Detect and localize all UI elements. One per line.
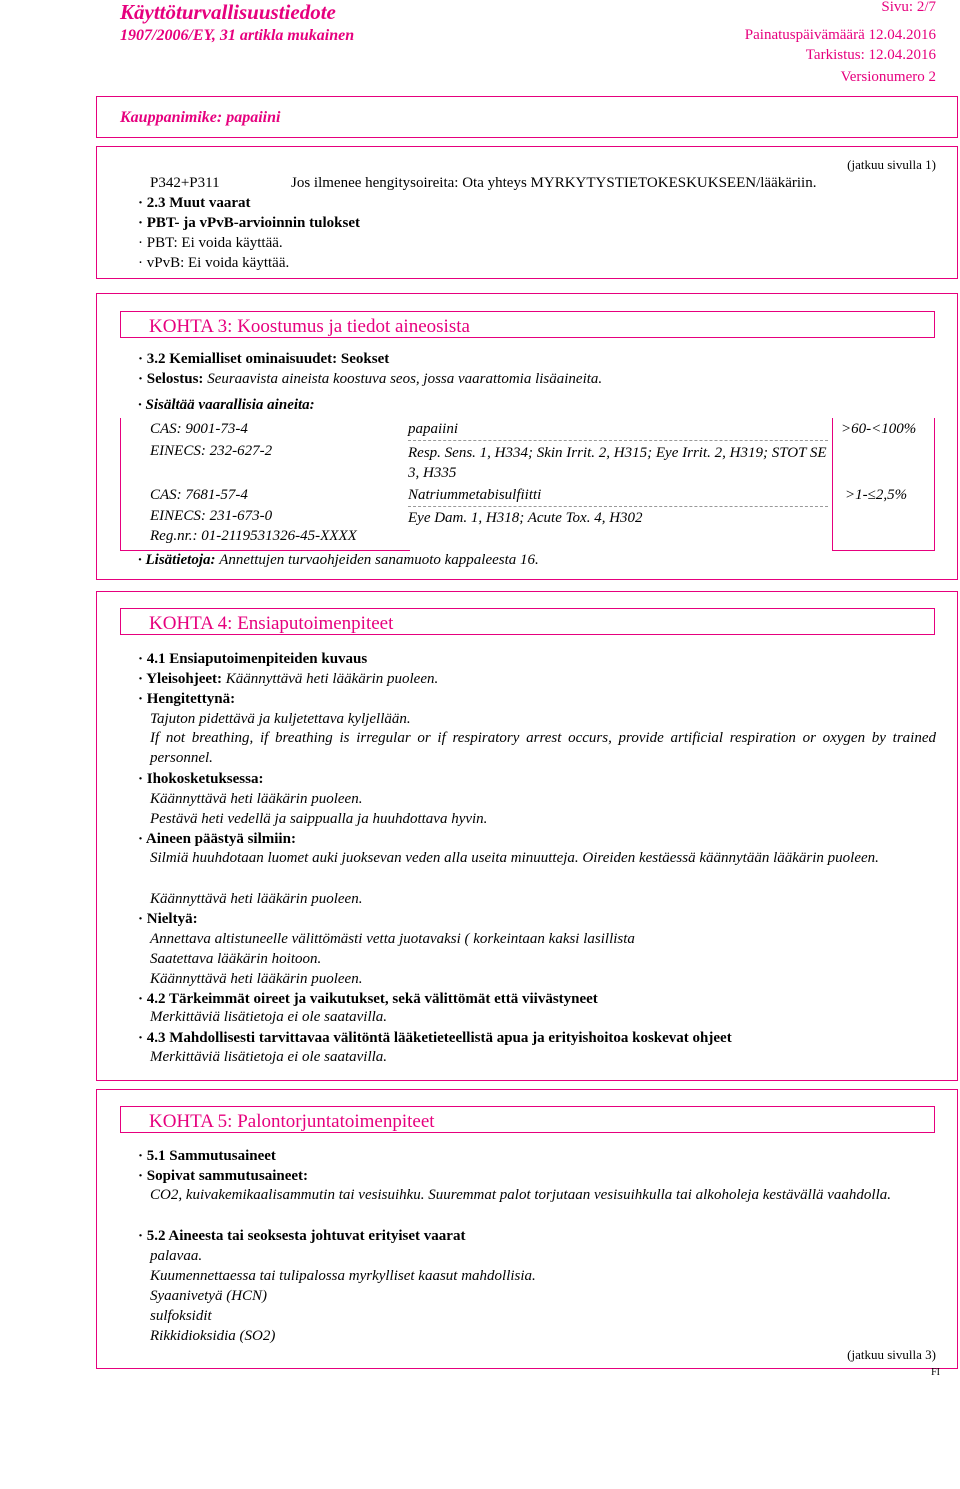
special-hazards-line-3: Syaanivetyä (HCN) [150, 1288, 268, 1304]
row2-cas: CAS: 7681-57-4 [150, 487, 248, 503]
row1-dash-line [408, 440, 828, 441]
eye-contact-text-2: Käännyttävä heti lääkärin puoleen. [150, 891, 363, 907]
version-number: Versionumero 2 [840, 69, 936, 85]
additional-info-text: Annettujen turvaohjeiden sanamuoto kappaleesta 16. [219, 552, 539, 568]
section4-heading-bar [120, 608, 935, 635]
table-bottom-border [120, 550, 410, 551]
table-right-border [934, 418, 935, 550]
extinguishing-media-heading: · 5.1 Sammutusaineet [138, 1148, 276, 1164]
special-hazards-line-2: Kuumennettaessa tai tulipalossa myrkylliset kaasut mahdollisia. [150, 1268, 536, 1284]
description-label: · Selostus: [138, 371, 204, 387]
skin-contact-text-1: Käännyttävä heti lääkärin puoleen. [150, 791, 363, 807]
skin-contact-text-2: Pestävä heti vedellä ja saippualla ja huuhdottava hyvin. [150, 811, 488, 827]
row2-hazards: Eye Dam. 1, H318; Acute Tox. 4, H302 [408, 510, 643, 526]
page-number: Sivu: 2/7 [881, 0, 936, 15]
skin-contact-heading: · Ihokosketuksessa: [138, 771, 264, 787]
row2-regnr: Reg.nr.: 01-2119531326-45-XXXX [150, 528, 357, 544]
section4-heading: KOHTA 4: Ensiaputoimenpiteet [149, 613, 394, 634]
special-hazards-line-5: Rikkidioksidia (SO2) [150, 1328, 276, 1344]
symptoms-heading: · 4.2 Tärkeimmät oireet ja vaikutukset, sekä välittömät että viivästyneet [138, 991, 598, 1007]
symptoms-text: Merkittäviä lisätietoja ei ole saatavilla. [150, 1009, 388, 1025]
general-label: · Yleisohjeet: [138, 671, 223, 687]
description-line [138, 372, 602, 387]
suitable-media-heading: · Sopivat sammutusaineet: [138, 1168, 309, 1184]
row2-concentration: >1-≤2,5% [845, 487, 908, 503]
document-title: Käyttöturvallisuustiedote [120, 0, 336, 24]
special-hazards-heading: · 5.2 Aineesta tai seoksesta johtuvat erityiset vaarat [138, 1228, 466, 1244]
ingestion-heading: · Nieltyä: [138, 911, 198, 927]
medical-attention-text: Merkittäviä lisätietoja ei ole saatavilla. [150, 1049, 388, 1065]
special-hazards-line-4: sulfoksidit [150, 1308, 212, 1324]
eye-contact-heading: · Aineen päästyä silmiin: [138, 831, 296, 847]
additional-info-line [138, 553, 539, 568]
section5-heading: KOHTA 5: Palontorjuntatoimenpiteet [149, 1111, 435, 1132]
print-date: Painatuspäivämäärä 12.04.2016 [744, 27, 936, 43]
ingestion-text-3: Käännyttävä heti lääkärin puoleen. [150, 971, 363, 987]
section5-heading-bar [120, 1106, 935, 1133]
additional-info-label: · Lisätietoja: [138, 552, 216, 568]
vpvb-line: · vPvB: Ei voida käyttää. [138, 255, 290, 271]
chemical-properties-heading: · 3.2 Kemialliset ominaisuudet: Seokset [138, 351, 390, 367]
other-hazards-heading: · 2.3 Muut vaarat [138, 195, 251, 211]
row1-substance-name: papaiini [408, 421, 459, 437]
table-right-divider [832, 418, 833, 550]
ingestion-text-1: Annettava altistuneelle välittömästi vetta juotavaksi ( korkeintaan kaksi lasillista [150, 931, 635, 947]
medical-attention-heading: · 4.3 Mahdollisesti tarvittavaa välitöntä lääketieteellistä apua ja erityishoitoa koskevat ohjeet [138, 1030, 732, 1046]
inhalation-text-2: If not breathing, if breathing is irregular or if respiratory arrest occurs, provide artificial respiration or oxygen by trained personnel. [150, 730, 936, 766]
continued-from: (jatkuu sivulla 1) [847, 157, 936, 172]
row1-hazards: Resp. Sens. 1, H334; Skin Irrit. 2, H315; Eye Irrit. 2, H319; STOT SE 3, H335 [408, 445, 827, 481]
row2-dash-line [408, 506, 828, 507]
regulation-line: 1907/2006/EY, 31 artikla mukainen [120, 27, 355, 44]
row2-einecs: EINECS: 231-673-0 [150, 508, 273, 524]
section3-heading: KOHTA 3: Koostumus ja tiedot aineosista [149, 316, 470, 337]
p342-code: P342+P311 [150, 175, 220, 191]
description-text: Seuraavista aineista koostuva seos, jossa vaarattomia lisäaineita. [207, 371, 603, 387]
continued-to: (jatkuu sivulla 3) [847, 1347, 936, 1362]
row2-substance-name: Natriummetabisulfiitti [408, 487, 542, 503]
inhalation-heading: · Hengitettynä: [138, 691, 236, 707]
row1-concentration: >60-<100% [841, 421, 917, 437]
pbt-line: · PBT: Ei voida käyttää. [138, 235, 283, 251]
trade-name: Kauppanimike: papaiini [120, 109, 281, 126]
table-right-bottom [832, 550, 935, 551]
row1-cas: CAS: 9001-73-4 [150, 421, 248, 437]
section3-heading-bar [120, 311, 935, 338]
special-hazards-line-1: palavaa. [150, 1248, 203, 1264]
pbt-results-heading: · PBT- ja vPvB-arvioinnin tulokset [138, 215, 360, 231]
inhalation-text-1: Tajuton pidettävä ja kuljetettava kyljellään. [150, 711, 411, 727]
suitable-media-text: CO2, kuivakemikaalisammutin tai vesisuihku. Suuremmat palot torjutaan vesisuihkulla tai alkoholeja kestävällä vaahdolla. [150, 1187, 892, 1203]
language-code: FI [931, 1367, 940, 1378]
row1-einecs: EINECS: 232-627-2 [150, 443, 273, 459]
p342-text: Jos ilmenee hengitysoireita: Ota yhteys MYRKYTYSTIETOKESKUKSEEN/lääkäriin. [291, 175, 817, 191]
ingestion-text-2: Saatettava lääkärin hoitoon. [150, 951, 322, 967]
table-left-border [120, 418, 121, 550]
hazardous-substances-heading: · Sisältää vaarallisia aineita: [138, 397, 315, 413]
revision-date: Tarkistus: 12.04.2016 [805, 47, 936, 63]
general-line [138, 672, 438, 687]
general-text: Käännyttävä heti lääkärin puoleen. [225, 671, 439, 687]
eye-contact-text-1: Silmiä huuhdotaan luomet auki juoksevan veden alla useita minuutteja. Oireiden kestäessä käännytään lääkärin puoleen. [150, 850, 879, 866]
first-aid-description-heading: · 4.1 Ensiaputoimenpiteiden kuvaus [138, 651, 368, 667]
